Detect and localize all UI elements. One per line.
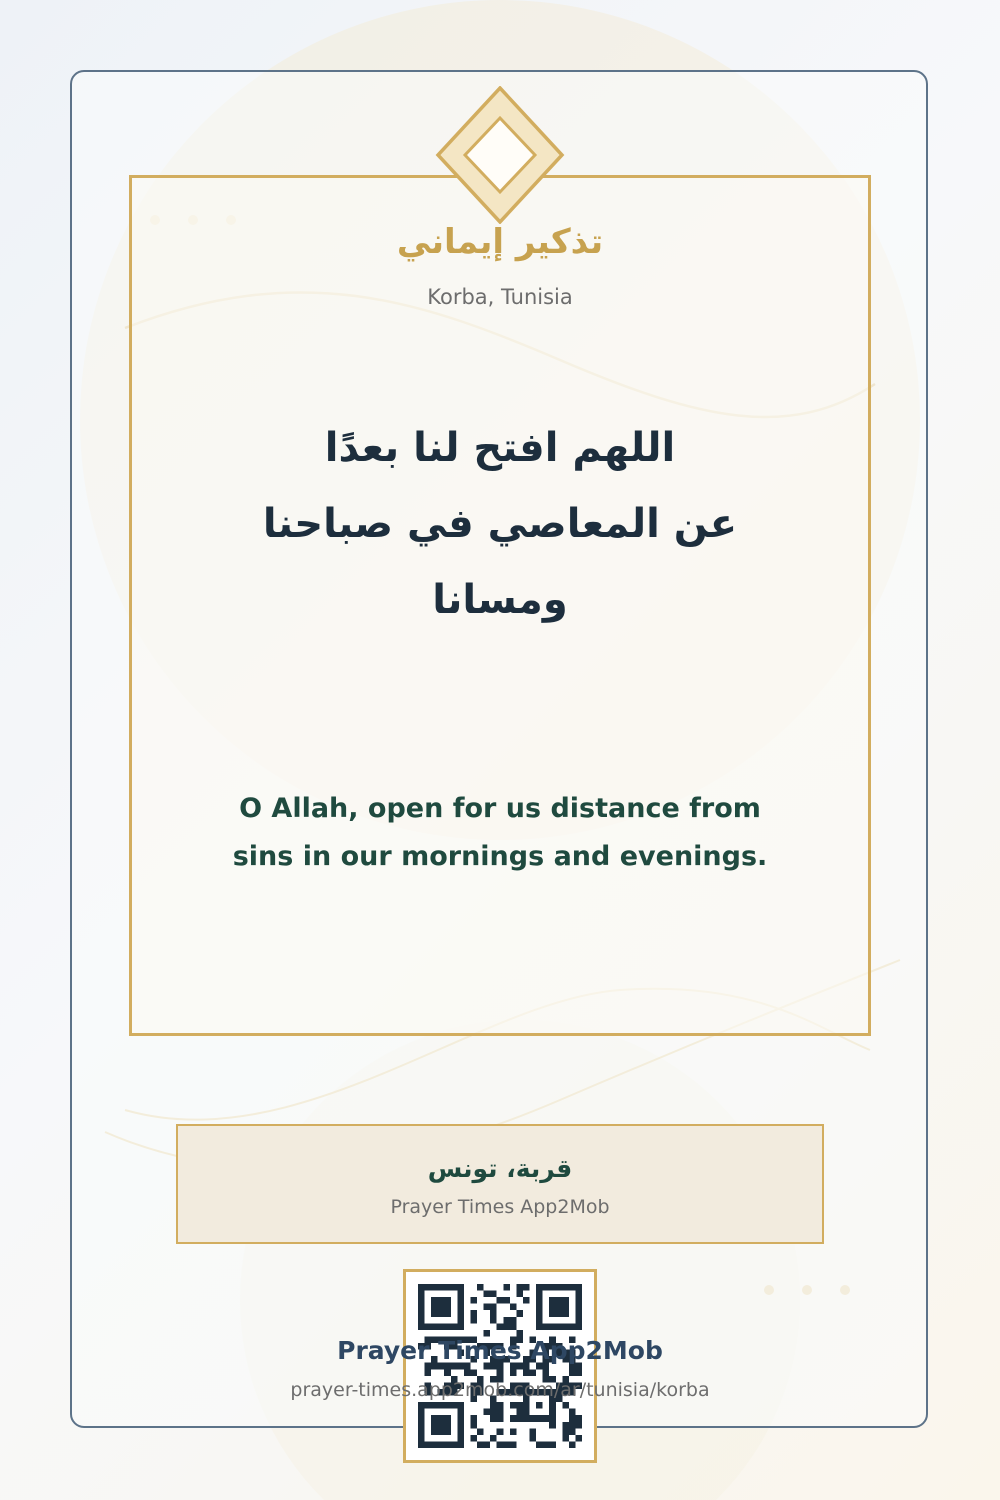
- qr-code-icon: [418, 1284, 582, 1448]
- location-city-arabic: قربة، تونس: [427, 1154, 573, 1183]
- dua-arabic: [200, 410, 800, 638]
- dua-translation-line: sins in our mornings and evenings.: [232, 841, 768, 872]
- footer-url[interactable]: prayer-times.app2mob.com/ar/tunisia/korba: [290, 1379, 710, 1401]
- dua-arabic-line: عن المعاصي في صباحنا: [262, 501, 738, 547]
- page-title: تذكير إيماني: [396, 222, 604, 262]
- diamond-icon: [434, 86, 566, 224]
- dua-translation-line: O Allah, open for us distance from: [239, 793, 761, 824]
- location-subtitle: Korba, Tunisia: [427, 285, 573, 309]
- dua-arabic-line: ومسانا: [432, 577, 568, 623]
- qr-code[interactable]: [403, 1269, 597, 1463]
- dua-arabic-line: اللهم افتح لنا بعدًا: [324, 425, 676, 471]
- footer-app-name: Prayer Times App2Mob: [337, 1336, 663, 1365]
- dua-translation: [190, 785, 810, 881]
- location-app-name: Prayer Times App2Mob: [390, 1196, 610, 1218]
- location-box: [176, 1124, 824, 1244]
